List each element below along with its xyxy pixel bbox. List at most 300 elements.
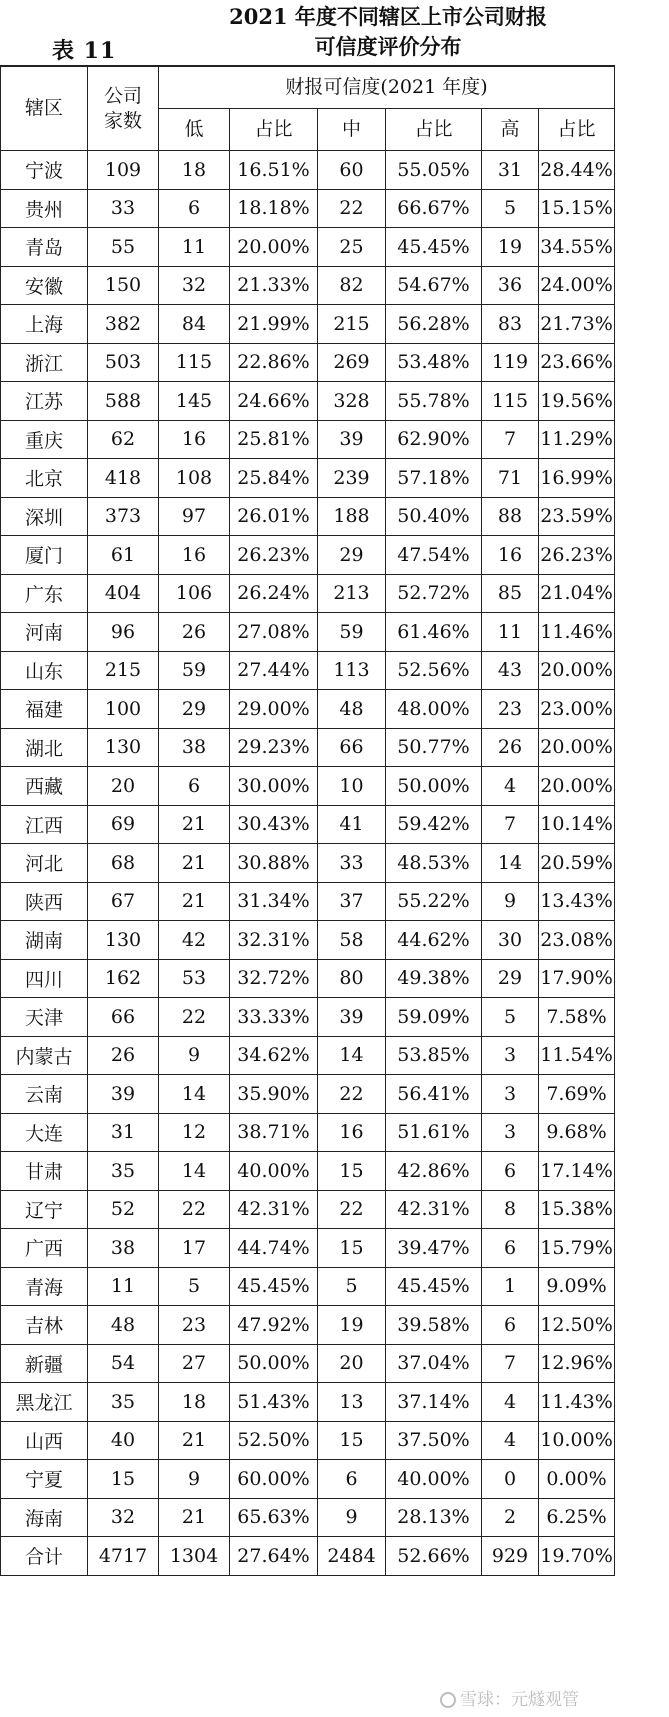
cell-mid-pct: 55.22% xyxy=(386,882,482,921)
cell-mid-count: 20 xyxy=(318,1344,386,1383)
cell-mid-pct: 40.00% xyxy=(386,1460,482,1499)
cell-high-count: 7 xyxy=(482,1344,539,1383)
cell-high-pct: 20.00% xyxy=(539,651,615,690)
cell-high-count: 5 xyxy=(482,998,539,1037)
cell-region: 厦门 xyxy=(1,536,88,575)
cell-high-count: 6 xyxy=(482,1152,539,1191)
cell-low-count: 97 xyxy=(159,497,230,536)
cell-low-count: 59 xyxy=(159,651,230,690)
cell-low-pct: 65.63% xyxy=(230,1498,318,1537)
cell-mid-count: 59 xyxy=(318,613,386,652)
cell-mid-count: 15 xyxy=(318,1421,386,1460)
cell-low-count: 6 xyxy=(159,767,230,806)
cell-mid-pct: 50.40% xyxy=(386,497,482,536)
cell-company-count: 39 xyxy=(88,1075,159,1114)
cell-mid-count: 58 xyxy=(318,921,386,960)
table-row xyxy=(1,690,615,729)
cell-high-pct: 28.44% xyxy=(539,151,615,190)
cell-region: 江苏 xyxy=(1,382,88,421)
cell-high-pct: 10.14% xyxy=(539,805,615,844)
cell-low-pct: 32.72% xyxy=(230,959,318,998)
cell-company-count: 4717 xyxy=(88,1537,159,1576)
cell-low-pct: 21.33% xyxy=(230,266,318,305)
cell-mid-pct: 54.67% xyxy=(386,266,482,305)
cell-mid-count: 60 xyxy=(318,151,386,190)
cell-low-pct: 60.00% xyxy=(230,1460,318,1499)
cell-company-count: 68 xyxy=(88,844,159,883)
cell-mid-pct: 53.48% xyxy=(386,343,482,382)
cell-mid-count: 239 xyxy=(318,459,386,498)
cell-mid-pct: 55.78% xyxy=(386,382,482,421)
cell-high-count: 7 xyxy=(482,420,539,459)
cell-high-pct: 16.99% xyxy=(539,459,615,498)
table-row xyxy=(1,497,615,536)
cell-mid-count: 48 xyxy=(318,690,386,729)
cell-mid-pct: 42.86% xyxy=(386,1152,482,1191)
cell-mid-count: 328 xyxy=(318,382,386,421)
table-row xyxy=(1,1344,615,1383)
cell-region: 四川 xyxy=(1,959,88,998)
cell-high-count: 88 xyxy=(482,497,539,536)
cell-region: 湖南 xyxy=(1,921,88,960)
cell-region: 青海 xyxy=(1,1267,88,1306)
cell-region: 福建 xyxy=(1,690,88,729)
cell-company-count: 32 xyxy=(88,1498,159,1537)
cell-region: 合计 xyxy=(1,1537,88,1576)
cell-low-count: 38 xyxy=(159,728,230,767)
cell-mid-count: 215 xyxy=(318,305,386,344)
cell-mid-pct: 42.31% xyxy=(386,1190,482,1229)
cell-region: 安徽 xyxy=(1,266,88,305)
cell-company-count: 109 xyxy=(88,151,159,190)
cell-low-count: 1304 xyxy=(159,1537,230,1576)
cell-high-pct: 23.66% xyxy=(539,343,615,382)
cell-low-count: 22 xyxy=(159,1190,230,1229)
cell-high-count: 3 xyxy=(482,1113,539,1152)
cell-region: 宁波 xyxy=(1,151,88,190)
cell-region: 甘肃 xyxy=(1,1152,88,1191)
cell-high-pct: 21.04% xyxy=(539,574,615,613)
cell-low-count: 18 xyxy=(159,1383,230,1422)
table-row xyxy=(1,1113,615,1152)
cell-mid-pct: 39.58% xyxy=(386,1306,482,1345)
table-row xyxy=(1,189,615,228)
cell-high-count: 5 xyxy=(482,189,539,228)
cell-mid-pct: 48.00% xyxy=(386,690,482,729)
table-row xyxy=(1,382,615,421)
cell-company-count: 96 xyxy=(88,613,159,652)
cell-high-pct: 15.38% xyxy=(539,1190,615,1229)
cell-mid-pct: 45.45% xyxy=(386,228,482,267)
cell-region: 新疆 xyxy=(1,1344,88,1383)
cell-region: 深圳 xyxy=(1,497,88,536)
cell-low-pct: 30.88% xyxy=(230,844,318,883)
cell-mid-pct: 28.13% xyxy=(386,1498,482,1537)
cell-low-count: 27 xyxy=(159,1344,230,1383)
cell-mid-count: 13 xyxy=(318,1383,386,1422)
table-row xyxy=(1,1460,615,1499)
cell-high-pct: 15.15% xyxy=(539,189,615,228)
cell-company-count: 418 xyxy=(88,459,159,498)
table-row xyxy=(1,1036,615,1075)
cell-company-count: 55 xyxy=(88,228,159,267)
cell-high-pct: 9.09% xyxy=(539,1267,615,1306)
cell-high-pct: 11.54% xyxy=(539,1036,615,1075)
cell-high-pct: 7.58% xyxy=(539,998,615,1037)
snowball-logo-icon xyxy=(440,1692,456,1708)
cell-high-count: 43 xyxy=(482,651,539,690)
cell-region: 贵州 xyxy=(1,189,88,228)
watermark xyxy=(440,1685,579,1710)
cell-low-count: 22 xyxy=(159,998,230,1037)
cell-high-count: 26 xyxy=(482,728,539,767)
cell-low-count: 16 xyxy=(159,420,230,459)
table-row xyxy=(1,921,615,960)
cell-region: 大连 xyxy=(1,1113,88,1152)
table-row xyxy=(1,998,615,1037)
table-row xyxy=(1,1152,615,1191)
cell-mid-count: 39 xyxy=(318,998,386,1037)
cell-high-pct: 12.50% xyxy=(539,1306,615,1345)
cell-low-pct: 25.84% xyxy=(230,459,318,498)
cell-high-count: 11 xyxy=(482,613,539,652)
cell-high-pct: 19.70% xyxy=(539,1537,615,1576)
cell-high-count: 23 xyxy=(482,690,539,729)
cell-company-count: 100 xyxy=(88,690,159,729)
cell-low-pct: 18.18% xyxy=(230,189,318,228)
table-row xyxy=(1,1421,615,1460)
cell-company-count: 130 xyxy=(88,728,159,767)
cell-mid-pct: 61.46% xyxy=(386,613,482,652)
cell-low-pct: 25.81% xyxy=(230,420,318,459)
cell-region: 内蒙古 xyxy=(1,1036,88,1075)
cell-high-pct: 17.90% xyxy=(539,959,615,998)
cell-company-count: 40 xyxy=(88,1421,159,1460)
cell-high-count: 83 xyxy=(482,305,539,344)
cell-mid-count: 16 xyxy=(318,1113,386,1152)
cell-mid-pct: 45.45% xyxy=(386,1267,482,1306)
cell-high-pct: 19.56% xyxy=(539,382,615,421)
cell-mid-count: 37 xyxy=(318,882,386,921)
table-row xyxy=(1,1306,615,1345)
cell-mid-pct: 49.38% xyxy=(386,959,482,998)
cell-high-count: 4 xyxy=(482,1421,539,1460)
header-region: 辖区 xyxy=(1,66,88,151)
cell-company-count: 215 xyxy=(88,651,159,690)
cell-mid-pct: 56.41% xyxy=(386,1075,482,1114)
cell-region: 湖北 xyxy=(1,728,88,767)
table-row xyxy=(1,805,615,844)
cell-mid-pct: 55.05% xyxy=(386,151,482,190)
cell-mid-pct: 47.54% xyxy=(386,536,482,575)
table-row xyxy=(1,844,615,883)
cell-high-pct: 12.96% xyxy=(539,1344,615,1383)
cell-high-count: 8 xyxy=(482,1190,539,1229)
cell-high-count: 71 xyxy=(482,459,539,498)
cell-low-pct: 40.00% xyxy=(230,1152,318,1191)
cell-high-count: 14 xyxy=(482,844,539,883)
table-row xyxy=(1,651,615,690)
table-row xyxy=(1,266,615,305)
header-low-pct: 占比 xyxy=(230,109,318,151)
cell-mid-pct: 37.50% xyxy=(386,1421,482,1460)
cell-high-pct: 21.73% xyxy=(539,305,615,344)
cell-high-count: 0 xyxy=(482,1460,539,1499)
cell-mid-count: 15 xyxy=(318,1229,386,1268)
cell-high-count: 16 xyxy=(482,536,539,575)
cell-company-count: 20 xyxy=(88,767,159,806)
cell-mid-count: 22 xyxy=(318,1075,386,1114)
cell-low-count: 12 xyxy=(159,1113,230,1152)
cell-region: 浙江 xyxy=(1,343,88,382)
cell-region: 天津 xyxy=(1,998,88,1037)
cell-low-pct: 29.00% xyxy=(230,690,318,729)
cell-low-count: 9 xyxy=(159,1460,230,1499)
cell-company-count: 48 xyxy=(88,1306,159,1345)
header-company-count: 公司家数 xyxy=(88,66,159,151)
cell-low-count: 115 xyxy=(159,343,230,382)
cell-low-pct: 42.31% xyxy=(230,1190,318,1229)
cell-low-pct: 21.99% xyxy=(230,305,318,344)
cell-region: 吉林 xyxy=(1,1306,88,1345)
cell-region: 西藏 xyxy=(1,767,88,806)
cell-high-count: 31 xyxy=(482,151,539,190)
cell-company-count: 15 xyxy=(88,1460,159,1499)
cell-company-count: 38 xyxy=(88,1229,159,1268)
cell-company-count: 404 xyxy=(88,574,159,613)
cell-low-pct: 27.08% xyxy=(230,613,318,652)
cell-mid-count: 29 xyxy=(318,536,386,575)
cell-low-pct: 20.00% xyxy=(230,228,318,267)
cell-low-count: 26 xyxy=(159,613,230,652)
cell-high-count: 7 xyxy=(482,805,539,844)
cell-mid-count: 41 xyxy=(318,805,386,844)
cell-high-pct: 23.08% xyxy=(539,921,615,960)
cell-mid-count: 188 xyxy=(318,497,386,536)
cell-low-pct: 22.86% xyxy=(230,343,318,382)
cell-high-pct: 15.79% xyxy=(539,1229,615,1268)
cell-region: 广西 xyxy=(1,1229,88,1268)
cell-region: 陕西 xyxy=(1,882,88,921)
table-title xyxy=(178,2,598,62)
cell-region: 海南 xyxy=(1,1498,88,1537)
cell-low-count: 108 xyxy=(159,459,230,498)
cell-low-count: 23 xyxy=(159,1306,230,1345)
cell-company-count: 150 xyxy=(88,266,159,305)
cell-low-pct: 16.51% xyxy=(230,151,318,190)
cell-mid-pct: 56.28% xyxy=(386,305,482,344)
cell-mid-pct: 57.18% xyxy=(386,459,482,498)
table-row xyxy=(1,420,615,459)
cell-low-count: 14 xyxy=(159,1152,230,1191)
cell-mid-count: 2484 xyxy=(318,1537,386,1576)
table-row xyxy=(1,343,615,382)
cell-mid-pct: 48.53% xyxy=(386,844,482,883)
cell-low-pct: 52.50% xyxy=(230,1421,318,1460)
cell-company-count: 66 xyxy=(88,998,159,1037)
cell-company-count: 162 xyxy=(88,959,159,998)
cell-high-count: 4 xyxy=(482,767,539,806)
title-line-2: 可信度评价分布 xyxy=(314,34,462,59)
cell-low-count: 21 xyxy=(159,1421,230,1460)
cell-high-count: 3 xyxy=(482,1075,539,1114)
cell-low-pct: 50.00% xyxy=(230,1344,318,1383)
watermark-text: 雪球：元燧观管 xyxy=(460,1690,579,1710)
cell-mid-count: 33 xyxy=(318,844,386,883)
cell-low-count: 106 xyxy=(159,574,230,613)
cell-low-pct: 30.43% xyxy=(230,805,318,844)
table-row xyxy=(1,959,615,998)
cell-company-count: 588 xyxy=(88,382,159,421)
cell-region: 山西 xyxy=(1,1421,88,1460)
cell-region: 山东 xyxy=(1,651,88,690)
cell-high-count: 3 xyxy=(482,1036,539,1075)
cell-company-count: 52 xyxy=(88,1190,159,1229)
cell-high-pct: 23.59% xyxy=(539,497,615,536)
header-high-pct: 占比 xyxy=(539,109,615,151)
cell-low-pct: 24.66% xyxy=(230,382,318,421)
header-low: 低 xyxy=(159,109,230,151)
cell-mid-count: 82 xyxy=(318,266,386,305)
table-row xyxy=(1,1075,615,1114)
table-row xyxy=(1,1498,615,1537)
cell-mid-count: 22 xyxy=(318,189,386,228)
header-credibility-group: 财报可信度(2021 年度) xyxy=(159,66,615,109)
cell-company-count: 130 xyxy=(88,921,159,960)
cell-mid-pct: 59.09% xyxy=(386,998,482,1037)
cell-low-pct: 32.31% xyxy=(230,921,318,960)
cell-low-pct: 44.74% xyxy=(230,1229,318,1268)
table-row xyxy=(1,728,615,767)
cell-high-count: 4 xyxy=(482,1383,539,1422)
cell-mid-pct: 52.72% xyxy=(386,574,482,613)
cell-high-count: 1 xyxy=(482,1267,539,1306)
cell-high-pct: 17.14% xyxy=(539,1152,615,1191)
cell-high-pct: 11.43% xyxy=(539,1383,615,1422)
table-row xyxy=(1,1267,615,1306)
cell-mid-pct: 53.85% xyxy=(386,1036,482,1075)
cell-low-pct: 47.92% xyxy=(230,1306,318,1345)
cell-company-count: 69 xyxy=(88,805,159,844)
table-row xyxy=(1,767,615,806)
cell-mid-count: 269 xyxy=(318,343,386,382)
cell-company-count: 67 xyxy=(88,882,159,921)
cell-mid-pct: 37.04% xyxy=(386,1344,482,1383)
cell-high-count: 2 xyxy=(482,1498,539,1537)
cell-high-pct: 26.23% xyxy=(539,536,615,575)
cell-company-count: 31 xyxy=(88,1113,159,1152)
table-row xyxy=(1,1190,615,1229)
cell-company-count: 62 xyxy=(88,420,159,459)
cell-low-pct: 26.23% xyxy=(230,536,318,575)
cell-mid-count: 10 xyxy=(318,767,386,806)
table-row xyxy=(1,151,615,190)
table-row xyxy=(1,1229,615,1268)
cell-company-count: 382 xyxy=(88,305,159,344)
cell-high-pct: 20.00% xyxy=(539,728,615,767)
cell-high-pct: 7.69% xyxy=(539,1075,615,1114)
cell-high-count: 29 xyxy=(482,959,539,998)
cell-high-pct: 23.00% xyxy=(539,690,615,729)
cell-low-pct: 26.24% xyxy=(230,574,318,613)
table-row xyxy=(1,882,615,921)
cell-high-count: 30 xyxy=(482,921,539,960)
cell-low-count: 21 xyxy=(159,805,230,844)
cell-region: 青岛 xyxy=(1,228,88,267)
cell-low-count: 145 xyxy=(159,382,230,421)
cell-mid-pct: 50.00% xyxy=(386,767,482,806)
cell-mid-count: 19 xyxy=(318,1306,386,1345)
table-row xyxy=(1,574,615,613)
cell-company-count: 26 xyxy=(88,1036,159,1075)
cell-low-count: 21 xyxy=(159,1498,230,1537)
cell-mid-pct: 52.66% xyxy=(386,1537,482,1576)
table-row xyxy=(1,459,615,498)
cell-high-count: 119 xyxy=(482,343,539,382)
table-row xyxy=(1,228,615,267)
cell-company-count: 11 xyxy=(88,1267,159,1306)
header-mid: 中 xyxy=(318,109,386,151)
cell-high-count: 929 xyxy=(482,1537,539,1576)
cell-low-count: 11 xyxy=(159,228,230,267)
cell-low-count: 29 xyxy=(159,690,230,729)
cell-region: 河北 xyxy=(1,844,88,883)
cell-company-count: 373 xyxy=(88,497,159,536)
title-line-1: 2021 年度不同辖区上市公司财报 xyxy=(229,4,547,29)
cell-high-pct: 11.29% xyxy=(539,420,615,459)
cell-region: 江西 xyxy=(1,805,88,844)
cell-mid-count: 66 xyxy=(318,728,386,767)
cell-high-pct: 0.00% xyxy=(539,1460,615,1499)
cell-company-count: 61 xyxy=(88,536,159,575)
cell-high-count: 85 xyxy=(482,574,539,613)
cell-low-pct: 29.23% xyxy=(230,728,318,767)
cell-low-pct: 34.62% xyxy=(230,1036,318,1075)
table-row xyxy=(1,1383,615,1422)
cell-high-count: 6 xyxy=(482,1229,539,1268)
cell-low-pct: 33.33% xyxy=(230,998,318,1037)
cell-mid-count: 14 xyxy=(318,1036,386,1075)
cell-mid-count: 39 xyxy=(318,420,386,459)
table-row xyxy=(1,613,615,652)
cell-low-count: 21 xyxy=(159,844,230,883)
cell-low-pct: 45.45% xyxy=(230,1267,318,1306)
cell-mid-pct: 50.77% xyxy=(386,728,482,767)
cell-region: 河南 xyxy=(1,613,88,652)
cell-region: 云南 xyxy=(1,1075,88,1114)
cell-low-pct: 35.90% xyxy=(230,1075,318,1114)
header-mid-pct: 占比 xyxy=(386,109,482,151)
cell-high-count: 36 xyxy=(482,266,539,305)
cell-low-count: 21 xyxy=(159,882,230,921)
cell-high-count: 9 xyxy=(482,882,539,921)
cell-low-count: 16 xyxy=(159,536,230,575)
cell-region: 重庆 xyxy=(1,420,88,459)
cell-mid-pct: 52.56% xyxy=(386,651,482,690)
cell-mid-count: 15 xyxy=(318,1152,386,1191)
cell-mid-count: 213 xyxy=(318,574,386,613)
cell-mid-count: 113 xyxy=(318,651,386,690)
cell-high-pct: 10.00% xyxy=(539,1421,615,1460)
cell-low-count: 84 xyxy=(159,305,230,344)
cell-company-count: 35 xyxy=(88,1152,159,1191)
cell-low-pct: 31.34% xyxy=(230,882,318,921)
cell-high-pct: 6.25% xyxy=(539,1498,615,1537)
cell-mid-count: 22 xyxy=(318,1190,386,1229)
cell-mid-count: 9 xyxy=(318,1498,386,1537)
cell-low-count: 42 xyxy=(159,921,230,960)
cell-low-count: 9 xyxy=(159,1036,230,1075)
